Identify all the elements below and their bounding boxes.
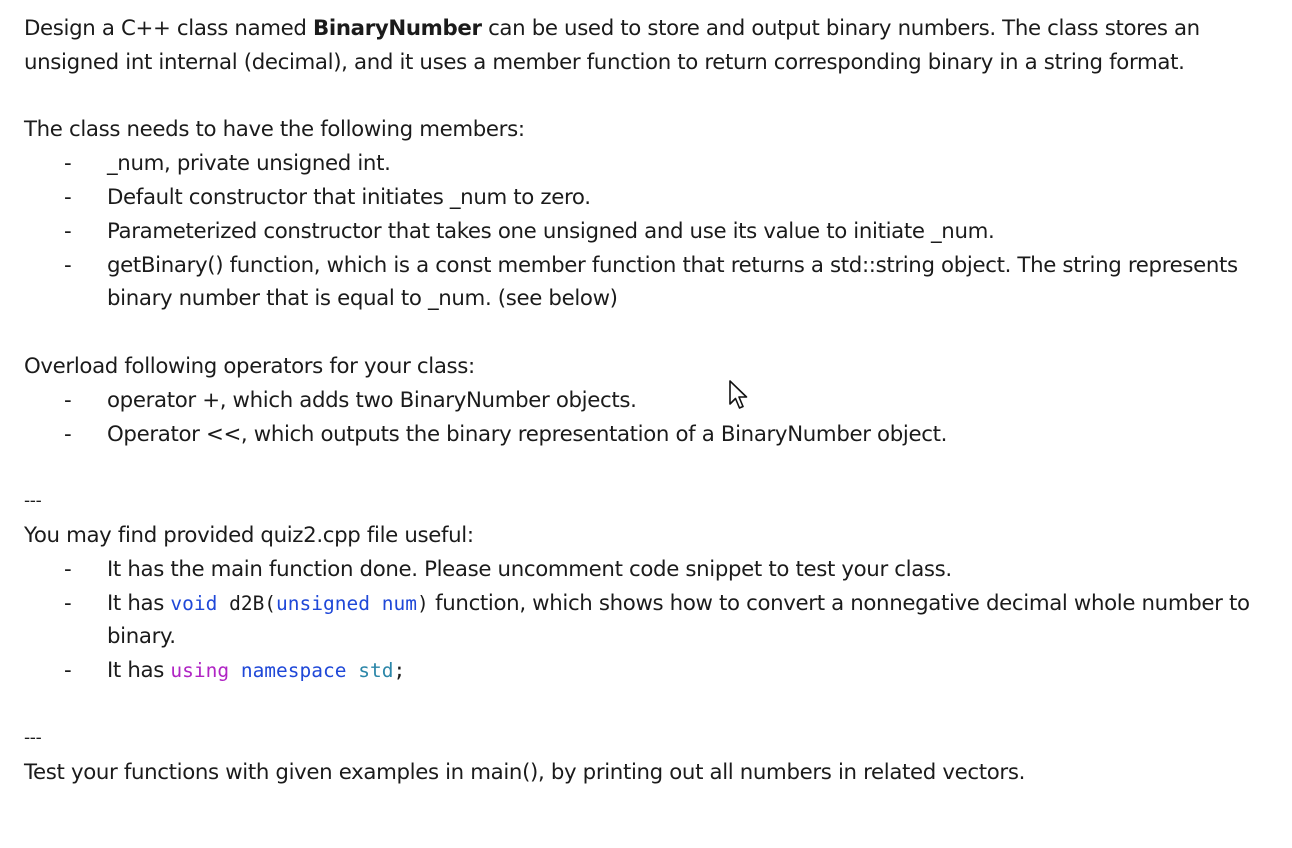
list-item (24, 418, 1274, 452)
code-keyword-unsigned: unsigned (276, 591, 370, 615)
code-param-num: num (381, 591, 417, 615)
code-keyword-namespace: namespace (240, 659, 347, 683)
bullet-dash: - (64, 218, 72, 244)
code-keyword-using: using (170, 659, 230, 683)
list-item-text: getBinary() function, which is a const member function that returns a std::string object. The string represents binary number that is equal to _num. (see below) (107, 252, 1238, 312)
bullet-dash: - (64, 184, 72, 210)
section-separator: --- (24, 727, 42, 748)
list-item (24, 249, 1274, 317)
bullet-dash: - (64, 151, 72, 177)
list-item-text: Operator <<, which outputs the binary representation of a BinaryNumber object. (107, 421, 948, 447)
list-item-text: It has the main function done. Please uncomment code snippet to test your class. (107, 556, 952, 582)
list-item-suffix: function, which shows how to convert a nonnegative decimal whole number to binary. (107, 590, 1250, 650)
members-heading: The class needs to have the following members: (24, 117, 525, 143)
list-item (24, 553, 1274, 587)
bullet-dash: - (64, 590, 72, 616)
blank-line (24, 688, 1274, 722)
bullet-dash: - (64, 252, 72, 278)
intro-text-after: can be used to store and output binary numbers. The class stores an unsigned int internal (decimal), and it uses a member function to return corresponding binary in a string format. (24, 16, 1200, 75)
document-body (24, 12, 1274, 789)
intro-paragraph (24, 12, 1274, 80)
quiz-list (24, 553, 1274, 688)
list-item (24, 384, 1274, 418)
operators-list (24, 384, 1274, 452)
bullet-dash: - (64, 421, 72, 447)
list-item (24, 181, 1274, 215)
list-item-text: Default constructor that initiates _num to zero. (107, 184, 591, 210)
mouse-pointer-arrow-icon (728, 380, 750, 412)
list-item-prefix: It has (107, 658, 171, 684)
intro-text-before: Design a C++ class named (24, 16, 314, 41)
blank-line (24, 316, 1274, 350)
code-snippet-d2b (170, 592, 428, 615)
class-name-bold: BinaryNumber (313, 16, 482, 41)
quiz-heading: You may find provided quiz2.cpp file useful: (24, 522, 474, 548)
code-close-paren: ) (416, 591, 429, 615)
code-function-name: d2B( (217, 591, 277, 615)
operators-heading: Overload following operators for your class: (24, 353, 475, 379)
bullet-dash: - (64, 658, 72, 684)
members-list (24, 147, 1274, 316)
list-item (24, 654, 1274, 688)
code-keyword-void: void (170, 591, 218, 615)
code-semicolon: ; (393, 659, 406, 683)
blank-line (24, 451, 1274, 485)
list-item (24, 215, 1274, 249)
bullet-dash: - (64, 556, 72, 582)
blank-line (24, 80, 1274, 114)
closing-paragraph: Test your functions with given examples in main(), by printing out all numbers in related vectors. (24, 759, 1025, 785)
list-item-prefix: It has (107, 590, 171, 616)
bullet-dash: - (64, 387, 72, 413)
list-item (24, 587, 1274, 655)
list-item-text: Parameterized constructor that takes one unsigned and use its value to initiate _num. (107, 218, 995, 244)
list-item-text: operator +, which adds two BinaryNumber objects. (107, 387, 637, 413)
code-space (370, 592, 382, 615)
list-item-text: _num, private unsigned int. (107, 151, 391, 177)
section-separator: --- (24, 491, 42, 512)
list-item (24, 147, 1274, 181)
code-snippet-using (170, 659, 405, 682)
code-namespace-std: std (358, 659, 394, 683)
